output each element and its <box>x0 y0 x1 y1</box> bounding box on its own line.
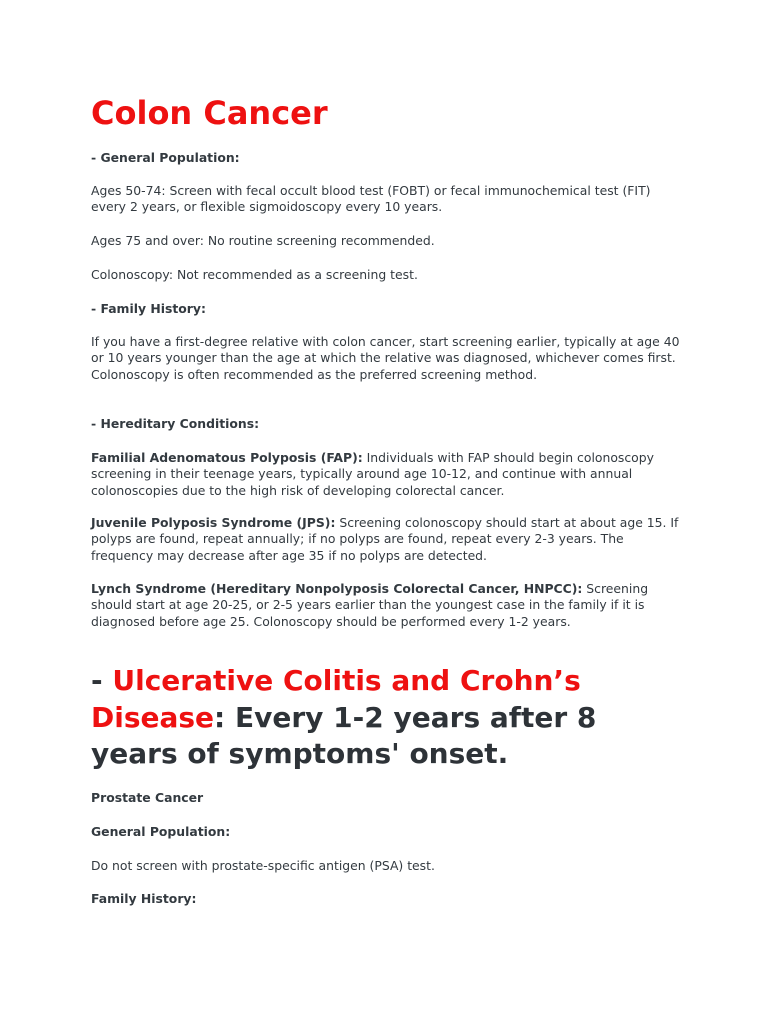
general-population-item-1: Ages 50-74: Screen with fecal occult blood test (FOBT) or fecal immunochemical test (FIT) every 2 years, or flexible sigmoidoscopy every 10 years. <box>91 183 651 215</box>
family-history-heading: - Family History: <box>91 301 206 316</box>
prostate-general-heading: General Population: <box>91 824 231 839</box>
hereditary-heading: - Hereditary Conditions: <box>91 416 260 431</box>
ibd-text: : Every 1-2 years after 8 years of symptoms' onset. <box>91 700 597 770</box>
jps-text: Screening colonoscopy should start at about age 15. If polyps are found, repeat annually; if no polyps are found, repeat every 2-3 years. The frequency may decrease after age 35 if no polyps are detected. <box>91 515 679 563</box>
prostate-general-text: Do not screen with prostate-specific antigen (PSA) test. <box>91 858 435 873</box>
jps-label: Juvenile Polyposis Syndrome (JPS): <box>91 515 336 530</box>
fap-paragraph <box>91 450 687 499</box>
lynch-paragraph <box>91 581 663 630</box>
ibd-heading <box>91 663 651 773</box>
ibd-condition: Ulcerative Colitis and Crohn’s Disease <box>91 664 581 734</box>
general-population-item-2: Ages 75 and over: No routine screening recommended. <box>91 233 435 248</box>
lynch-text: Screening should start at age 20-25, or 2-5 years earlier than the youngest case in the family if it is diagnosed before age 25. Colonoscopy should be performed every 1-2 years. <box>91 581 649 629</box>
general-population-heading: - General Population: <box>91 150 240 165</box>
lynch-label: Lynch Syndrome (Hereditary Nonpolyposis Colorectal Cancer, HNPCC): <box>91 581 583 596</box>
page-title: Colon Cancer <box>91 94 328 132</box>
jps-paragraph <box>91 515 687 564</box>
document-page <box>91 94 691 906</box>
fap-label: Familial Adenomatous Polyposis (FAP): <box>91 450 363 465</box>
prostate-title: Prostate Cancer <box>91 790 204 805</box>
family-history-text: If you have a first-degree relative with colon cancer, start screening earlier, typically at age 40 or 10 years younger than the age at which the relative was diagnosed, whichever comes first. Colonoscopy is often recommended as the preferred screening method. <box>91 334 680 382</box>
general-population-item-3: Colonoscopy: Not recommended as a screening test. <box>91 267 418 282</box>
fap-text: Individuals with FAP should begin colonoscopy screening in their teenage years, typically around age 10-12, and continue with annual colonoscopies due to the high risk of developing colorectal cancer. <box>91 450 654 498</box>
ibd-prefix: - <box>91 664 113 697</box>
prostate-family-heading: Family History: <box>91 891 197 906</box>
